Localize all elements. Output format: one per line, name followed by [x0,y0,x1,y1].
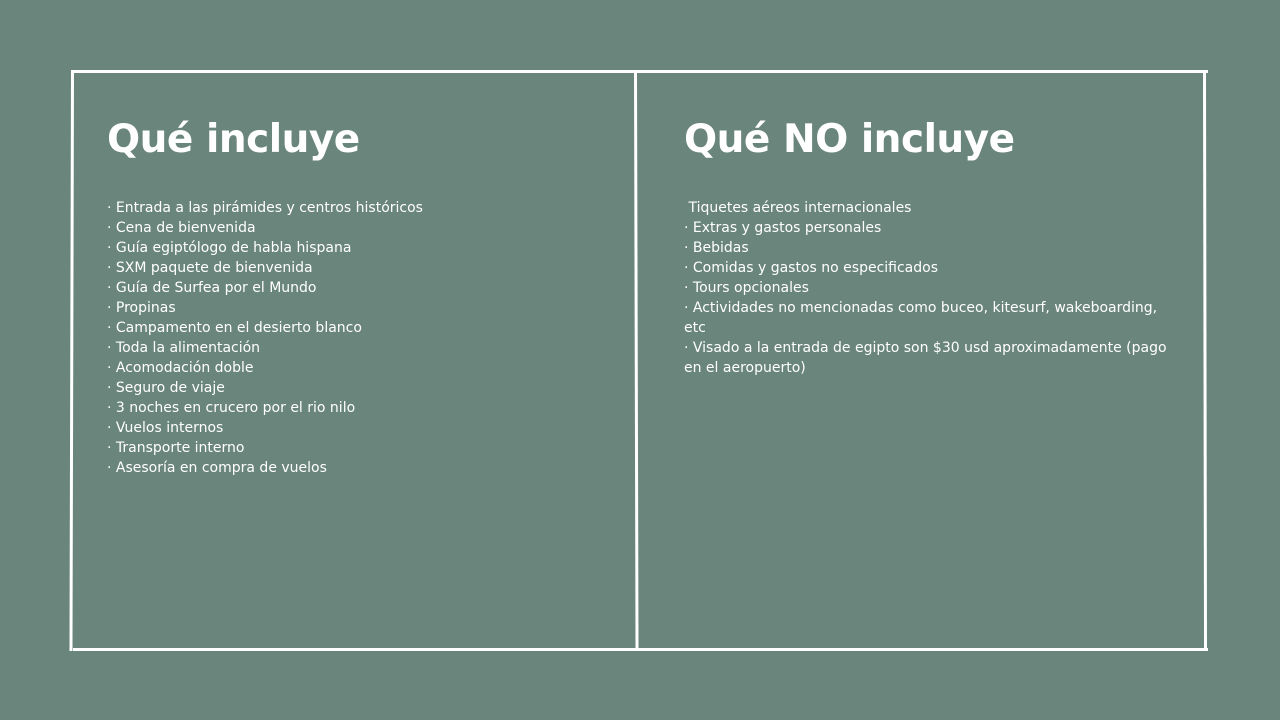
frame-left-line [69,71,74,651]
list-item: · Propinas [107,300,176,316]
included-title: Qué incluye [107,117,360,162]
list-item: · Comidas y gastos no especificados [684,260,938,276]
list-item: · Actividades no mencionadas como buceo, kitesurf, wakeboarding, etc [684,300,1158,336]
not-included-title: Qué NO incluye [684,117,1015,162]
list-item: · Toda la alimentación [107,340,261,356]
list-item: · Asesoría en compra de vuelos [107,460,327,476]
list-item: · 3 noches en crucero por el rio nilo [107,400,356,416]
included-column [107,112,617,478]
list-item: · Entrada a las pirámides y centros históricos [107,200,423,216]
list-item: · Bebidas [684,240,749,256]
list-item: · Tours opcionales [684,280,809,296]
list-item: · Transporte interno [107,440,245,456]
list-item: · Campamento en el desierto blanco [107,320,362,336]
list-item: · Guía de Surfea por el Mundo [107,280,317,296]
frame-top-line [71,70,1208,73]
list-item: Tiquetes aéreos internacionales [684,200,912,216]
not-included-column [684,112,1174,378]
list-item: · Extras y gastos personales [684,220,882,236]
frame-divider-line [634,71,639,650]
list-item: · Acomodación doble [107,360,254,376]
frame-right-line [1203,71,1207,651]
list-item: · Cena de bienvenida [107,220,256,236]
list-item: · SXM paquete de bienvenida [107,260,313,276]
included-list [107,198,617,478]
list-item: · Guía egiptólogo de habla hispana [107,240,352,256]
not-included-list [684,198,1174,378]
list-item: · Seguro de viaje [107,380,225,396]
list-item: · Visado a la entrada de egipto son $30 usd aproximadamente (pago en el aeropuerto) [684,340,1167,376]
frame-bottom-line [73,648,1208,651]
list-item: · Vuelos internos [107,420,224,436]
